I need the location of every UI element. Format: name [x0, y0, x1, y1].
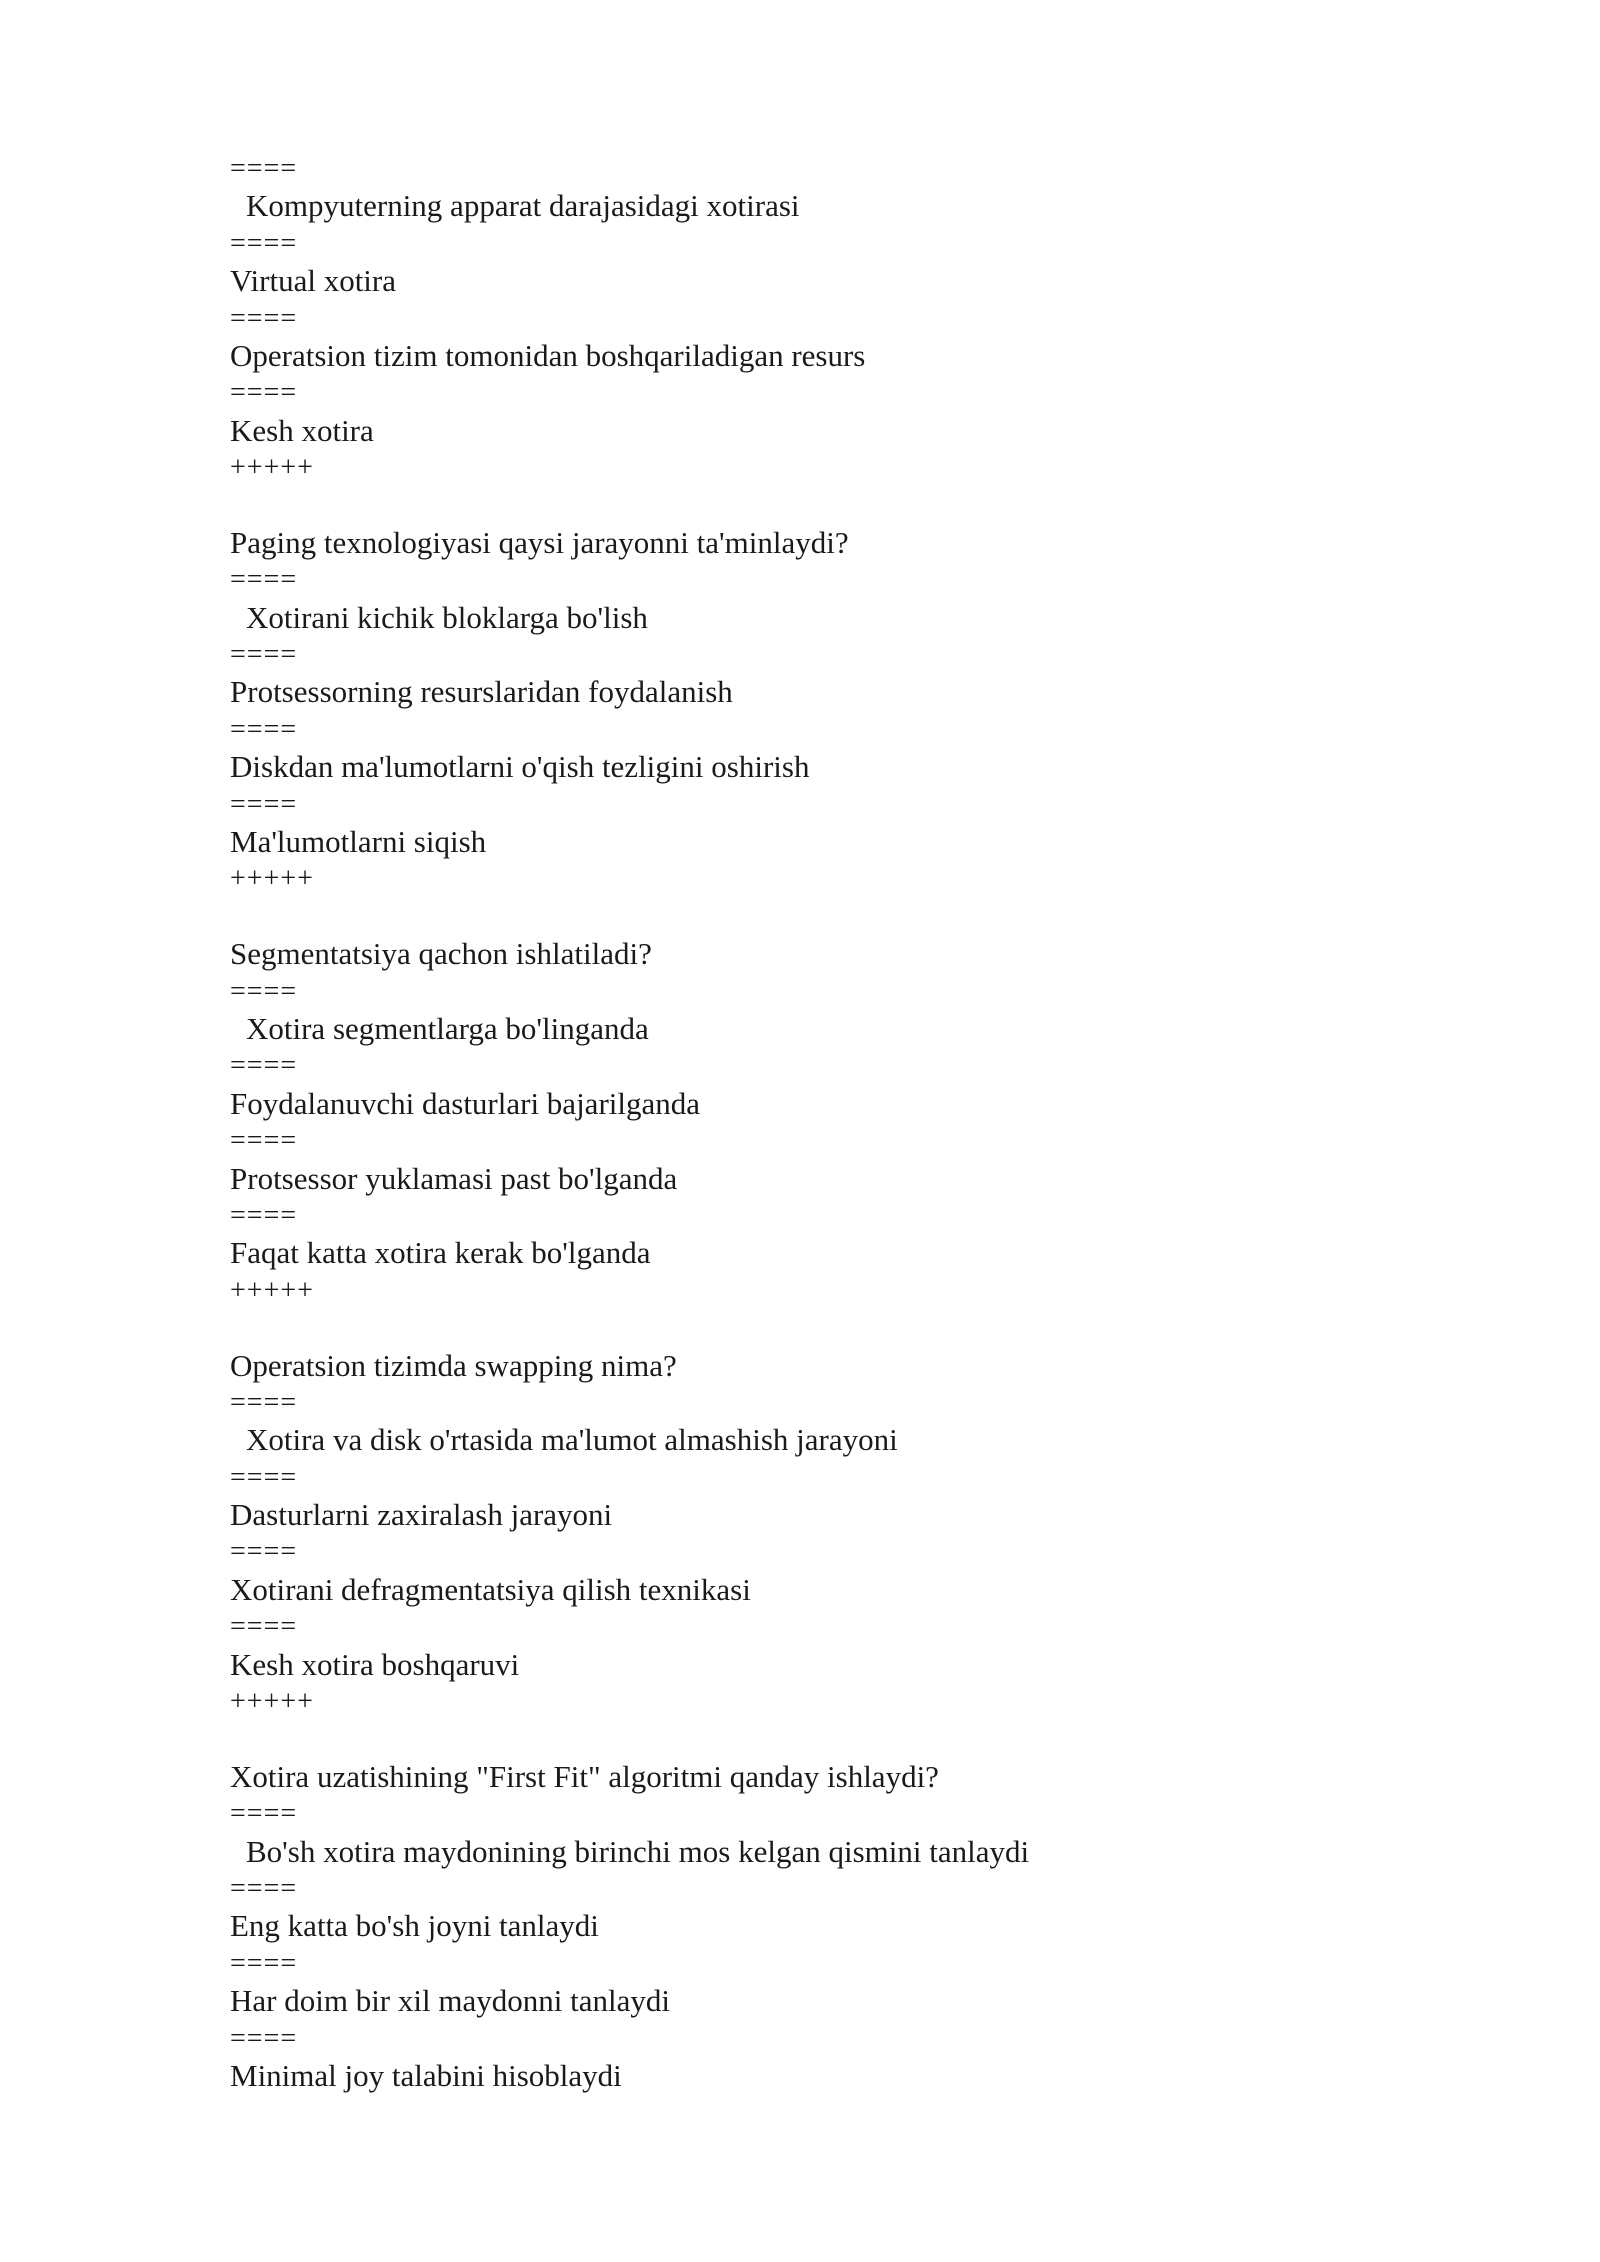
- option-separator: ====: [230, 564, 298, 596]
- blank-line: [230, 1720, 1430, 1757]
- option-separator: ====: [230, 1947, 298, 1979]
- answer-option: Diskdan ma'lumotlarni o'qish tezligini oshirish: [230, 749, 810, 785]
- answer-option: Kesh xotira: [230, 412, 374, 448]
- option-separator: ====: [230, 153, 298, 184]
- option-separator: ====: [230, 639, 298, 671]
- answer-option: Protsessor yuklamasi past bo'lganda: [230, 1160, 678, 1196]
- option-separator: ====: [230, 713, 298, 745]
- answer-option: Dasturlarni zaxiralash jarayoni: [230, 1497, 613, 1533]
- option-separator: ====: [230, 788, 298, 820]
- answer-option: Har doim bir xil maydonni tanlaydi: [230, 1983, 670, 2019]
- answer-option: Ma'lumotlarni siqish: [230, 824, 487, 860]
- question-end-marker: +++++: [230, 863, 314, 895]
- answer-option: Faqat katta xotira kerak bo'lganda: [230, 1235, 651, 1271]
- option-separator: ====: [230, 227, 298, 259]
- question-text: Segmentatsiya qachon ishlatiladi?: [230, 936, 652, 972]
- option-separator: ====: [230, 975, 298, 1007]
- answer-option: Protsessorning resurslaridan foydalanish: [230, 674, 733, 710]
- answer-option: Minimal joy talabini hisoblaydi: [230, 2057, 622, 2093]
- question-text: Operatsion tizimda swapping nima?: [230, 1347, 677, 1383]
- blank-line: [230, 487, 1430, 524]
- answer-option: Foydalanuvchi dasturlari bajarilganda: [230, 1085, 701, 1121]
- question-text: Xotira uzatishining "First Fit" algoritmi qanday ishlaydi?: [230, 1758, 939, 1794]
- question-end-marker: +++++: [230, 452, 314, 484]
- question-end-marker: +++++: [230, 1274, 314, 1306]
- option-separator: ====: [230, 1461, 298, 1493]
- option-separator: ====: [230, 1536, 298, 1568]
- correct-answer: Xotira va disk o'rtasida ma'lumot almashish jarayoni: [246, 1422, 898, 1458]
- answer-option: Kesh xotira boshqaruvi: [230, 1646, 520, 1682]
- option-separator: ====: [230, 377, 298, 409]
- question-block: [230, 1758, 1430, 2095]
- question-text: Paging texnologiyasi qaysi jarayonni ta'minlaydi?: [230, 524, 849, 560]
- option-separator: ====: [230, 1611, 298, 1643]
- correct-answer: Xotirani kichik bloklarga bo'lish: [246, 599, 648, 635]
- question-block: [230, 150, 1430, 487]
- blank-line: [230, 1309, 1430, 1346]
- answer-option: Operatsion tizim tomonidan boshqariladigan resurs: [230, 337, 866, 373]
- option-separator: ====: [230, 1050, 298, 1082]
- answer-option: Eng katta bo'sh joyni tanlaydi: [230, 1908, 599, 1944]
- correct-answer: Bo'sh xotira maydonining birinchi mos kelgan qismini tanlaydi: [246, 1833, 1030, 1869]
- option-separator: ====: [230, 1872, 298, 1904]
- answer-option: Virtual xotira: [230, 263, 397, 299]
- option-separator: ====: [230, 1199, 298, 1231]
- answer-option: Xotirani defragmentatsiya qilish texnikasi: [230, 1571, 751, 1607]
- question-block: [230, 935, 1430, 1309]
- question-block: [230, 524, 1430, 898]
- correct-answer: Kompyuterning apparat darajasidagi xotirasi: [246, 188, 800, 224]
- option-separator: ====: [230, 1798, 298, 1830]
- question-end-marker: +++++: [230, 1686, 314, 1718]
- document-page: [230, 150, 1430, 2094]
- correct-answer: Xotira segmentlarga bo'linganda: [246, 1010, 649, 1046]
- question-block: [230, 1347, 1430, 1721]
- option-separator: ====: [230, 1125, 298, 1157]
- option-separator: ====: [230, 302, 298, 334]
- blank-line: [230, 898, 1430, 935]
- option-separator: ====: [230, 2022, 298, 2054]
- option-separator: ====: [230, 1386, 298, 1418]
